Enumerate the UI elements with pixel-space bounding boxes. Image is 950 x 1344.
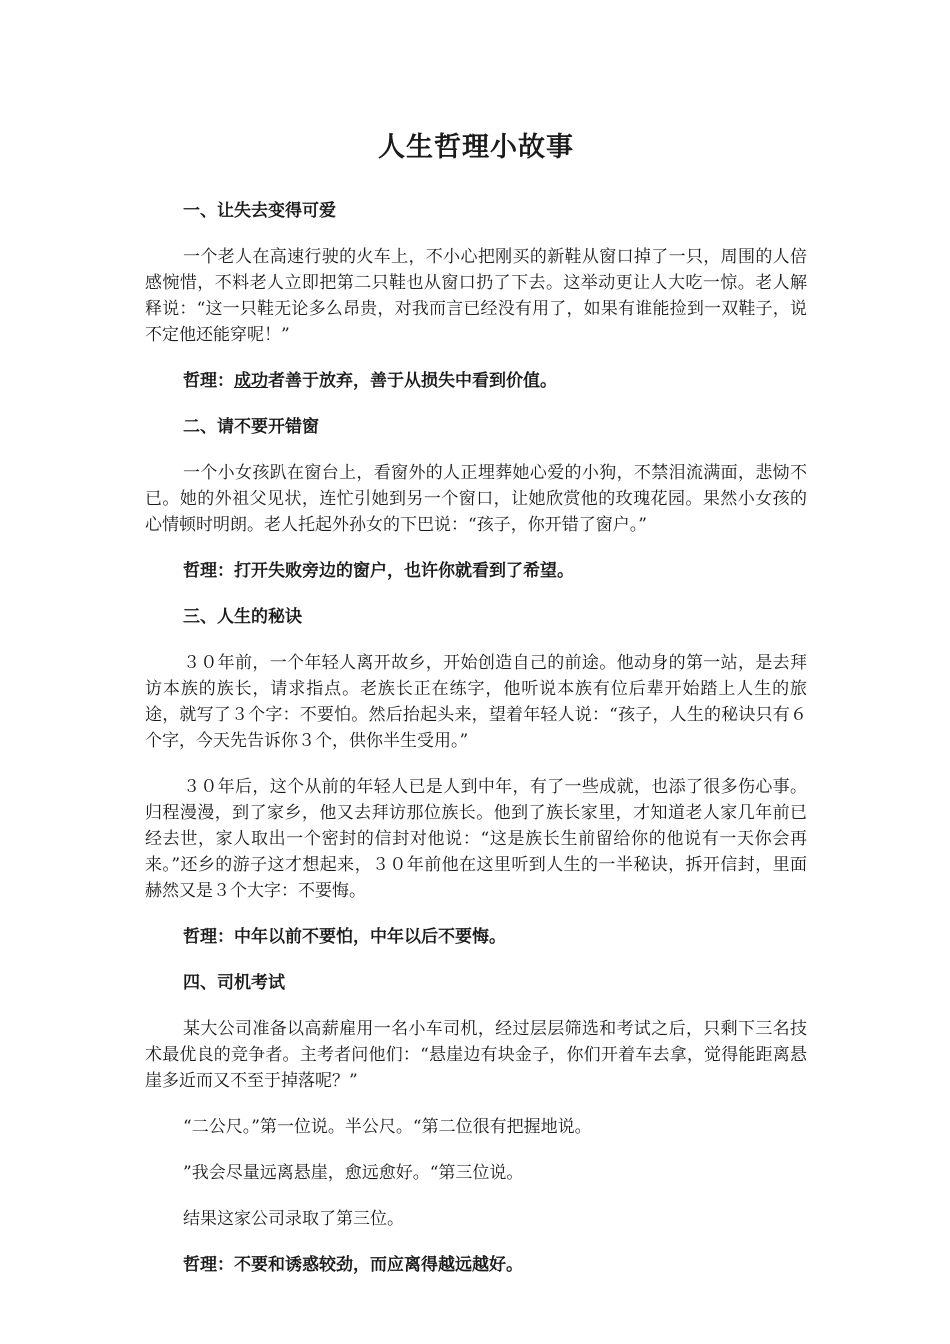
section-heading: 一、让失去变得可爱 [183, 201, 336, 221]
story-section-2 [145, 414, 807, 584]
story-paragraph: 某大公司准备以高薪雇用一名小车司机，经过层层筛选和考试之后，只剩下三名技术最优良的竞争者。主考者问他们：“悬崖边有块金子，你们开着车去拿，觉得能距离悬崖多近而又不至于掉落呢？” [145, 1019, 807, 1091]
result-line: 结果这家公司录取了第三位。 [183, 1209, 404, 1229]
story-paragraph: ３０年前，一个年轻人离开故乡，开始创造自己的前途。他动身的第一站，是去拜访本族的族长，请求指点。老族长正在练字，他听说本族有位后辈开始踏上人生的旅途，就写了３个字：不要怕。然后抬起头来，望着年轻人说：“孩子，人生的秘诀只有６个字，今天先告诉你３个，供你半生受用。” [145, 653, 807, 751]
section-heading: 三、人生的秘诀 [183, 607, 302, 627]
section-heading: 二、请不要开错窗 [183, 417, 319, 437]
document-page [145, 128, 807, 1298]
philosophy-line: 哲理：不要和诱惑较劲，而应离得越远越好。 [183, 1255, 523, 1275]
success-link[interactable]: 成功 [234, 371, 268, 391]
story-section-1 [145, 198, 807, 394]
dialogue-line: “二公尺。”第一位说。半公尺。“第二位很有把握地说。 [183, 1117, 592, 1137]
dialogue-line: ”我会尽量远离悬崖，愈远愈好。“第三位说。 [183, 1163, 524, 1183]
story-section-4 [145, 970, 807, 1278]
story-paragraph: 一个老人在高速行驶的火车上，不小心把刚买的新鞋从窗口掉了一只，周围的人倍感惋惜，不料老人立即把第二只鞋也从窗口扔了下去。这举动更让人大吃一惊。老人解释说：“这一只鞋无论多么昂贵，对我而言已经没有用了，如果有谁能捡到一双鞋子，说不定他还能穿呢！” [145, 247, 807, 345]
story-section-3 [145, 604, 807, 950]
document-title: 人生哲理小故事 [378, 132, 574, 163]
philosophy-line [145, 368, 807, 394]
philosophy-line: 哲理：打开失败旁边的窗户，也许你就看到了希望。 [183, 561, 574, 581]
section-heading: 四、司机考试 [183, 973, 285, 993]
philosophy-label: 哲理： [183, 371, 234, 391]
story-paragraph: 一个小女孩趴在窗台上，看窗外的人正埋葬她心爱的小狗，不禁泪流满面，悲恸不已。她的外祖父见状，连忙引她到另一个窗口，让她欣赏他的玫瑰花园。果然小女孩的心情顿时明朗。老人托起外孙女的下巴说：“孩子，你开错了窗户。” [145, 463, 807, 535]
story-paragraph: ３０年后，这个从前的年轻人已是人到中年，有了一些成就，也添了很多伤心事。归程漫漫，到了家乡，他又去拜访那位族长。他到了族长家里，才知道老人家几年前已经去世，家人取出一个密封的信封对他说：“这是族长生前留给你的他说有一天你会再来。”还乡的游子这才想起来，３０年前他在这里听到人生的一半秘诀，拆开信封，里面赫然又是３个大字：不要悔。 [145, 777, 807, 901]
philosophy-text: 者善于放弃，善于从损失中看到价值。 [268, 371, 557, 391]
philosophy-line: 哲理：中年以前不要怕，中年以后不要悔。 [183, 927, 506, 947]
